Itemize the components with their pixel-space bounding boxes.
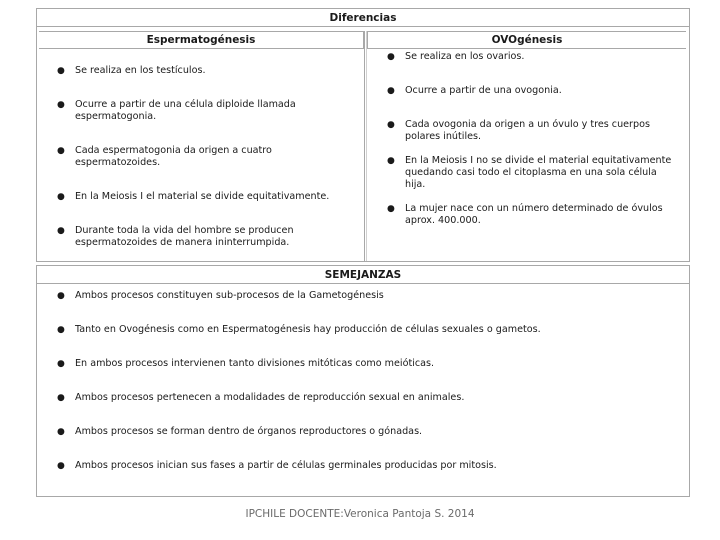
list-item: ● Durante toda la vida del hombre se producen espermatozoides de manera ininterrumpida. [57,225,294,248]
list-item: ● Cada ovogonia da origen a un óvulo y tres cuerpos polares inútiles. [387,119,650,142]
list-item: ● Cada espermatogonia da origen a cuatro espermatozoides. [57,145,272,168]
list-item: ● En la Meiosis I no se divide el material equitativamente quedando casi todo el citoplasma en una sola célula hija. [387,155,672,190]
bullet-icon: ● [57,325,65,335]
list-item: ● La mujer nace con un número determinado de óvulos aprox. 400.000. [387,203,663,226]
spermatogenesis-header: Espermatogénesis [39,31,364,49]
list-item: ● Ambos procesos constituyen sub-procesos de la Gametogénesis [57,290,384,301]
column-divider-inner [366,31,367,261]
differences-table [36,8,690,262]
footer-credit: IPCHILE DOCENTE:Veronica Pantoja S. 2014 [245,508,475,520]
ovogenesis-header: OVOgénesis [367,31,686,49]
bullet-icon: ● [57,393,65,403]
column-divider [364,31,365,261]
similarities-list [47,290,677,472]
bullet-icon: ● [387,86,395,96]
list-item: ● Ocurre a partir de una ovogonia. [387,85,562,96]
list-item: ● Ocurre a partir de una célula diploide llamada espermatogonia. [57,99,296,122]
list-item: ● Tanto en Ovogénesis como en Espermatogénesis hay producción de células sexuales o gametos. [57,324,541,335]
bullet-icon: ● [57,226,65,236]
bullet-icon: ● [57,359,65,369]
bullet-icon: ● [57,192,65,202]
ovogenesis-list [377,51,677,227]
list-item: ● En la Meiosis I el material se divide equitativamente. [57,191,330,202]
bullet-icon: ● [387,120,395,130]
bullet-icon: ● [57,427,65,437]
bullet-icon: ● [57,100,65,110]
bullet-icon: ● [387,156,395,166]
bullet-icon: ● [57,146,65,156]
bullet-icon: ● [57,461,65,471]
differences-title: Diferencias [37,11,689,27]
similarities-table [36,265,690,497]
list-item: ● Se realiza en los ovarios. [387,51,525,62]
bullet-icon: ● [57,291,65,301]
list-item: ● Ambos procesos pertenecen a modalidades de reproducción sexual en animales. [57,392,465,403]
similarities-title: SEMEJANZAS [37,268,689,284]
bullet-icon: ● [387,204,395,214]
list-item: ● Ambos procesos inician sus fases a partir de células germinales producidas por mitosis. [57,460,497,471]
list-item: ● En ambos procesos intervienen tanto divisiones mitóticas como meióticas. [57,358,435,369]
list-item: ● Ambos procesos se forman dentro de órganos reproductores o gónadas. [57,426,423,437]
list-item: ● Se realiza en los testículos. [57,65,206,76]
bullet-icon: ● [57,66,65,76]
bullet-icon: ● [387,52,395,62]
spermatogenesis-list [47,65,359,249]
